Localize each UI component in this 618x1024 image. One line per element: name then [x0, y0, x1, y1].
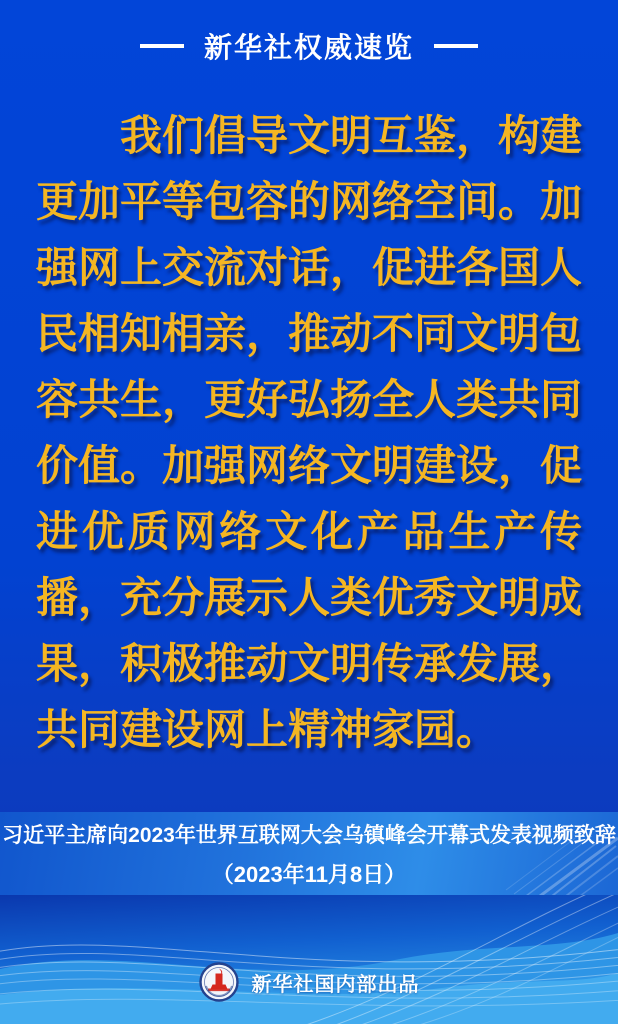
xinhua-logo-icon — [199, 962, 239, 1002]
producer-label: 新华社国内部出品 — [251, 973, 420, 996]
left-dash-decoration — [140, 44, 184, 48]
footer — [0, 960, 618, 1004]
quote-line: 价值。加强网络文明建设，促 — [36, 444, 583, 490]
quote-line: 容共生，更好弘扬全人类共同 — [36, 378, 583, 424]
right-dash-decoration — [434, 44, 478, 48]
attribution-source: 习近平主席向2023年世界互联网大会乌镇峰会开幕式发表视频致辞 — [2, 824, 616, 847]
quote-line: 进优质网络文化产品生产传 — [36, 510, 582, 556]
quote-line: 果，积极推动文明传承发展， — [36, 642, 583, 688]
poster-series-title: 新华社权威速览 — [203, 32, 414, 63]
attribution-band — [0, 812, 618, 896]
quote-line: 民相知相亲，推动不同文明包 — [36, 312, 583, 358]
quote-line: 共同建设网上精神家园。 — [36, 708, 499, 754]
corner-rays-decoration — [448, 836, 618, 896]
header — [0, 0, 618, 92]
quote-text-block — [36, 104, 582, 764]
quote-line: 更加平等包容的网络空间。加 — [36, 180, 583, 226]
quote-line: 强网上交流对话，促进各国人 — [36, 246, 583, 292]
attribution-date: （2023年11月8日） — [211, 862, 407, 887]
quote-line: 我们倡导文明互鉴，构建 — [120, 114, 583, 160]
quote-line: 播，充分展示人类优秀文明成 — [36, 576, 583, 622]
